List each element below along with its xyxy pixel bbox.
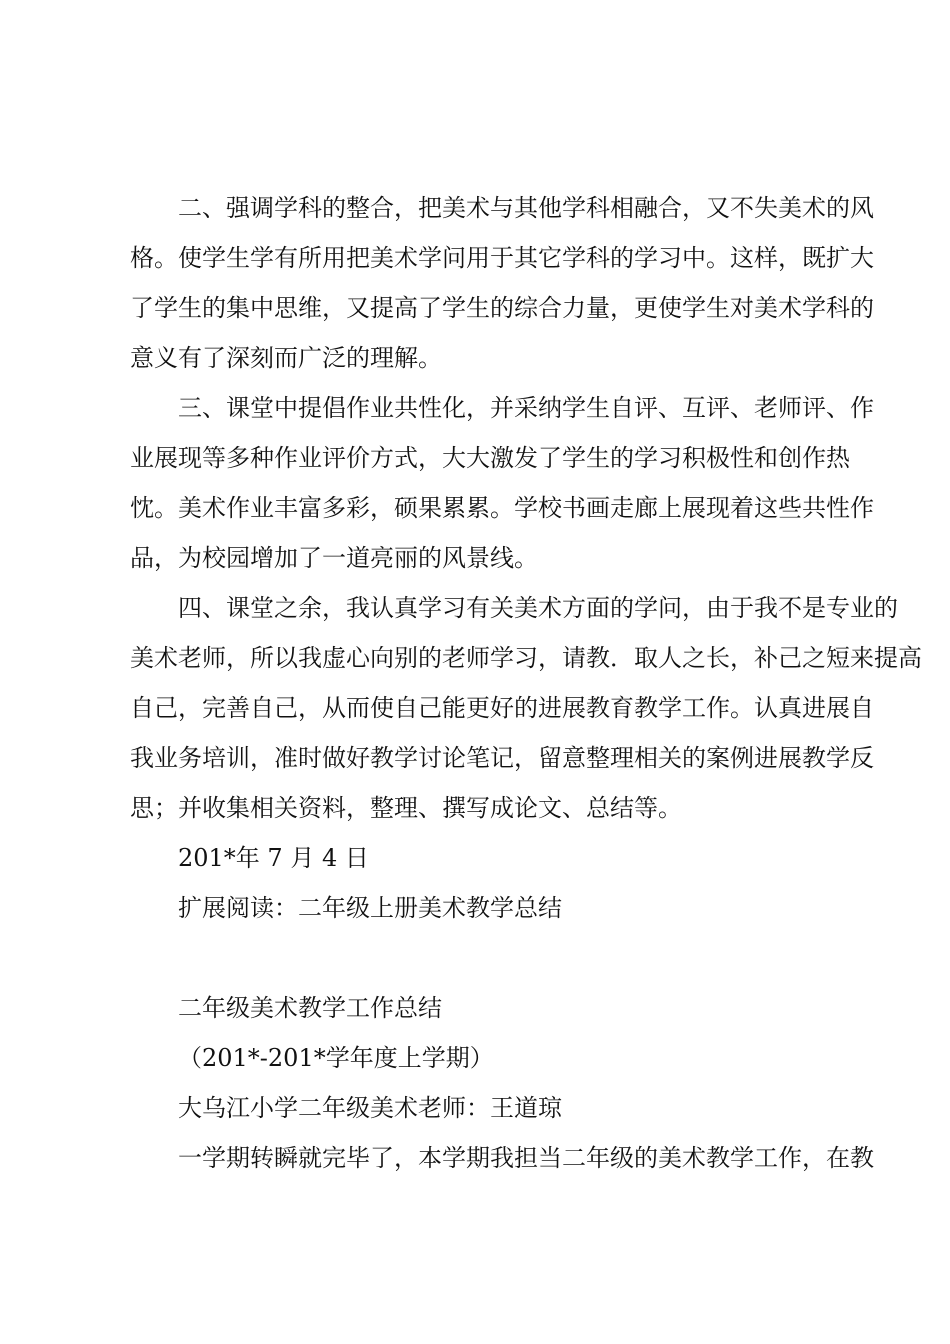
section-title: 二年级美术教学工作总结 xyxy=(178,994,442,1022)
para2-line-4: 意义有了深刻而广泛的理解。 xyxy=(130,344,442,372)
term-label: （201*-201*学年度上学期） xyxy=(178,1044,494,1072)
extended-reading-heading: 扩展阅读：二年级上册美术教学总结 xyxy=(178,894,562,922)
intro-line: 一学期转瞬就完毕了，本学期我担当二年级的美术教学工作，在教 xyxy=(178,1144,874,1172)
para2-line-2: 格。使学生学有所用把美术学问用于其它学科的学习中。这样，既扩大 xyxy=(130,244,874,272)
para3-line-1: 三、课堂中提倡作业共性化，并采纳学生自评、互评、老师评、作 xyxy=(178,394,874,422)
para4-line-3: 自己，完善自己，从而使自己能更好的进展教育教学工作。认真进展自 xyxy=(130,694,874,722)
para4-line-4: 我业务培训，准时做好教学讨论笔记，留意整理相关的案例进展教学反 xyxy=(130,744,874,772)
para3-line-4: 品，为校园增加了一道亮丽的风景线。 xyxy=(130,544,538,572)
para2-line-3: 了学生的集中思维，又提高了学生的综合力量，更使学生对美术学科的 xyxy=(130,294,874,322)
para2-line-1: 二、强调学科的整合，把美术与其他学科相融合，又不失美术的风 xyxy=(178,194,874,222)
para3-line-2: 业展现等多种作业评价方式，大大激发了学生的学习积极性和创作热 xyxy=(130,444,850,472)
document-date: 201*年 7 月 4 日 xyxy=(178,844,369,872)
para4-line-5: 思；并收集相关资料，整理、撰写成论文、总结等。 xyxy=(130,794,682,822)
para4-line-1: 四、课堂之余，我认真学习有关美术方面的学问，由于我不是专业的 xyxy=(178,594,898,622)
para4-line-2: 美术老师，所以我虚心向别的老师学习，请教．取人之长，补己之短来提高 xyxy=(130,644,922,672)
author-line: 大乌江小学二年级美术老师：王道琼 xyxy=(178,1094,562,1122)
para3-line-3: 忱。美术作业丰富多彩，硕果累累。学校书画走廊上展现着这些共性作 xyxy=(130,494,874,522)
